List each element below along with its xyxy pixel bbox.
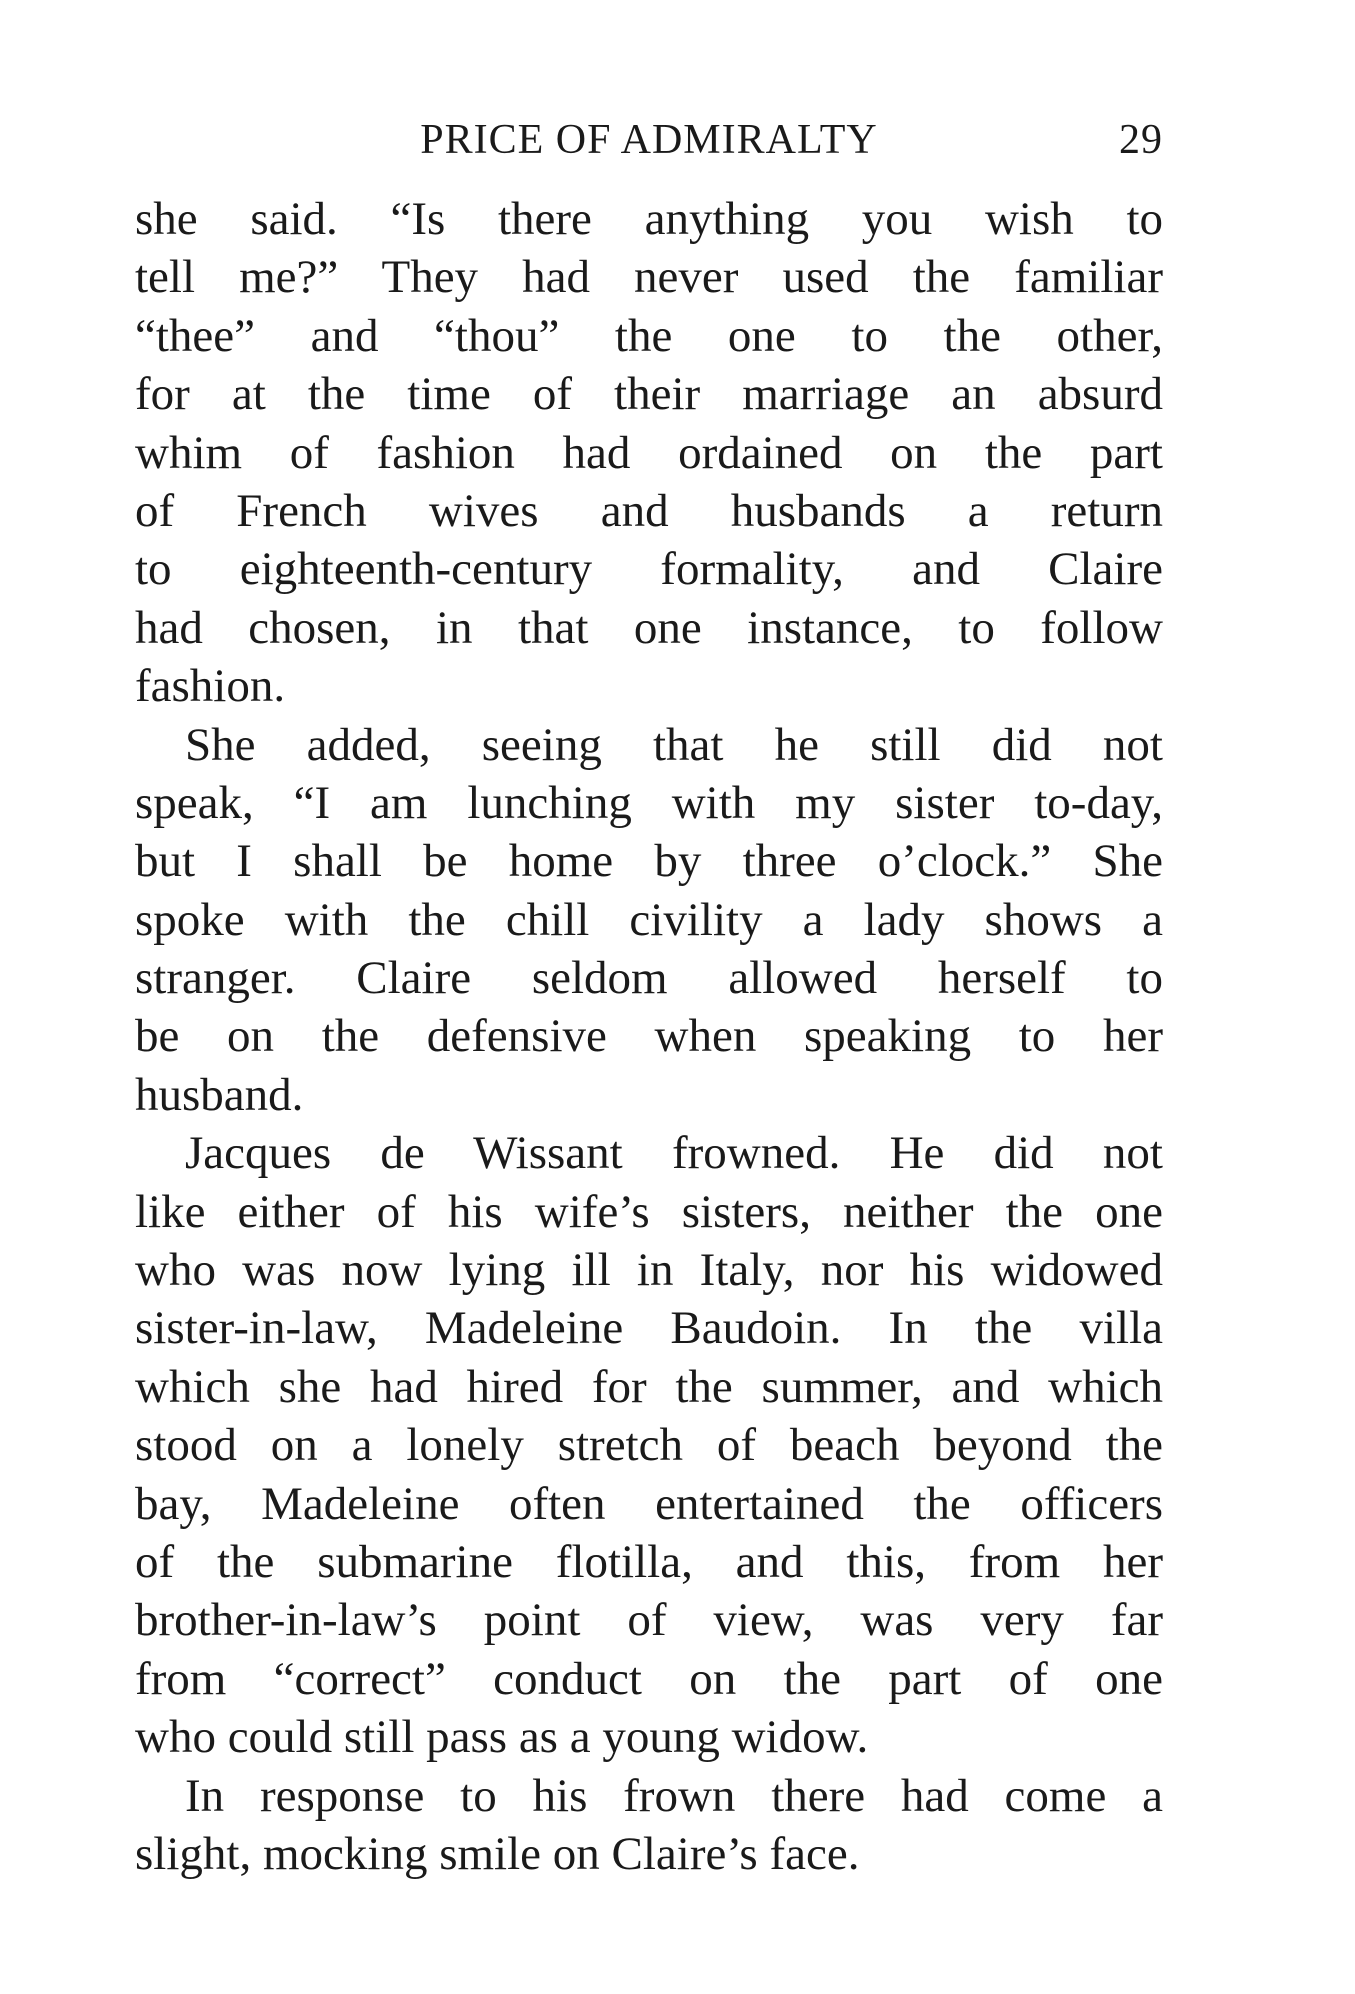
paragraph-1 xyxy=(135,190,1163,716)
text-line: She added, seeing that he still did not xyxy=(185,718,1163,771)
text-line: brother-in-law’s point of view, was very far xyxy=(135,1594,1163,1647)
text-line: whim of fashion had ordained on the part xyxy=(135,426,1163,479)
body-text xyxy=(135,190,1163,1883)
text-line: had chosen, in that one instance, to follow xyxy=(135,601,1163,654)
text-line: speak, “I am lunching with my sister to-day, xyxy=(135,776,1163,829)
text-line: who could still pass as a young widow. xyxy=(135,1711,869,1764)
text-line: fashion. xyxy=(135,660,286,713)
text-line: who was now lying ill in Italy, nor his widowed xyxy=(135,1244,1163,1297)
text-line: from “correct” conduct on the part of one xyxy=(135,1652,1163,1705)
paragraph-2 xyxy=(135,716,1163,1125)
text-line: husband. xyxy=(135,1068,304,1121)
text-line: be on the defensive when speaking to her xyxy=(135,1010,1163,1063)
paragraph-3 xyxy=(135,1124,1163,1766)
text-line: sister-in-law, Madeleine Baudoin. In the villa xyxy=(135,1302,1163,1355)
running-head xyxy=(135,116,1163,166)
text-line: to eighteenth-century formality, and Claire xyxy=(135,543,1163,596)
text-line: of the submarine flotilla, and this, from her xyxy=(135,1535,1163,1588)
text-line: slight, mocking smile on Claire’s face. xyxy=(135,1827,860,1880)
running-title: PRICE OF ADMIRALTY xyxy=(420,117,878,163)
text-line: she said. “Is there anything you wish to xyxy=(135,193,1163,245)
text-line: bay, Madeleine often entertained the officers xyxy=(135,1477,1163,1530)
text-line: “thee” and “thou” the one to the other, xyxy=(135,309,1163,362)
text-line: but I shall be home by three o’clock.” She xyxy=(135,835,1163,888)
text-line: which she had hired for the summer, and which xyxy=(135,1360,1163,1413)
text-line: tell me?” They had never used the familiar xyxy=(135,251,1163,304)
text-line: like either of his wife’s sisters, neither the one xyxy=(135,1185,1163,1238)
text-line: In response to his frown there had come a xyxy=(185,1769,1163,1822)
paragraph-4 xyxy=(135,1767,1163,1884)
text-line: for at the time of their marriage an absurd xyxy=(135,368,1163,421)
text-line: stood on a lonely stretch of beach beyond the xyxy=(135,1419,1163,1472)
text-line: Jacques de Wissant frowned. He did not xyxy=(185,1127,1163,1180)
text-line: stranger. Claire seldom allowed herself to xyxy=(135,952,1163,1005)
text-line: spoke with the chill civility a lady shows a xyxy=(135,893,1163,946)
text-line: of French wives and husbands a return xyxy=(135,484,1163,537)
page-number: 29 xyxy=(1119,117,1163,163)
